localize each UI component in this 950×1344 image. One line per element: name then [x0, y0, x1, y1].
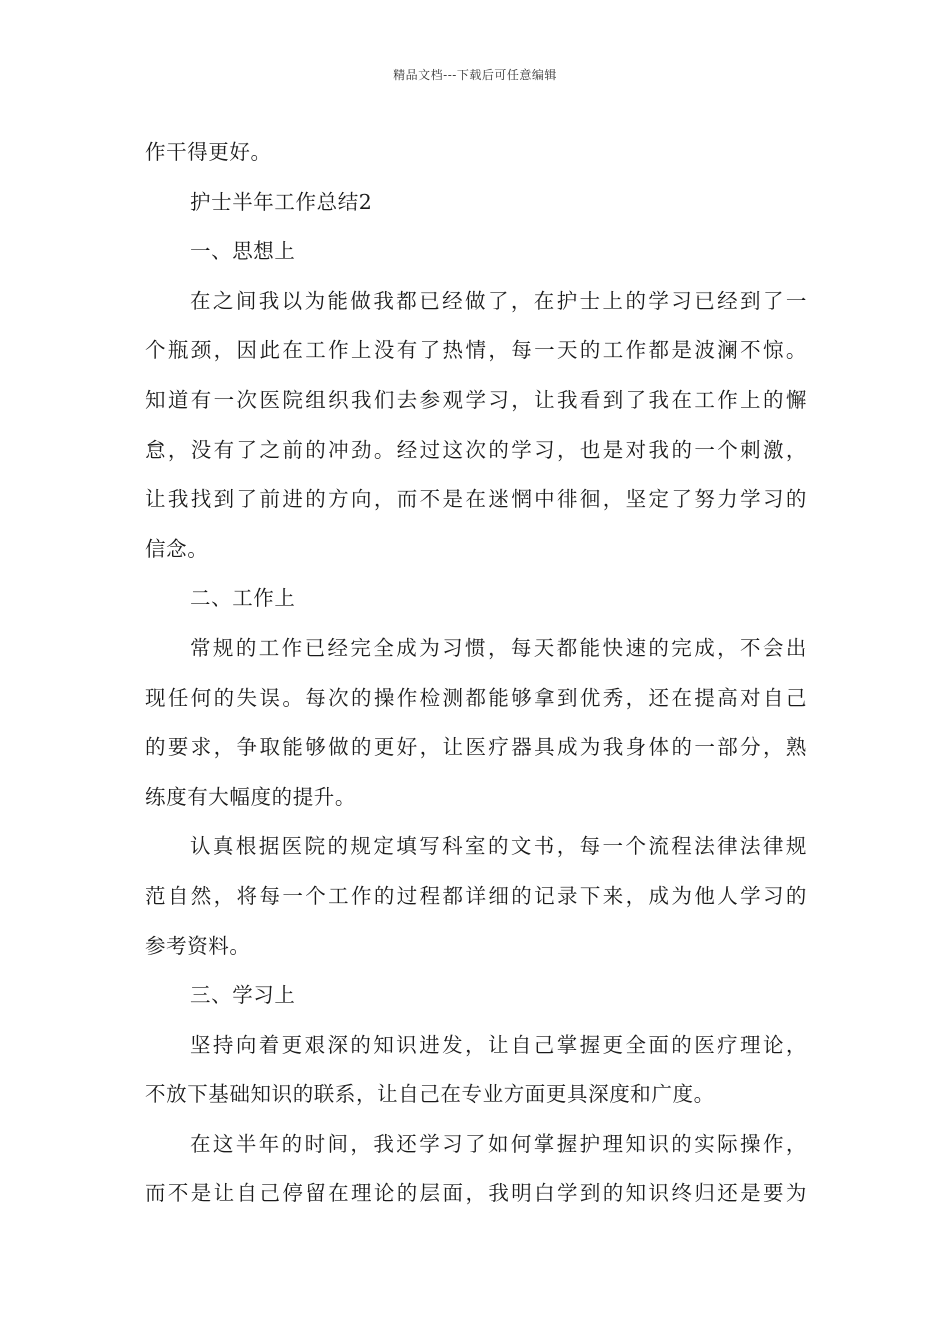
text-line: 的要求，争取能够做的更好，让医疗器具成为我身体的一部分，熟: [145, 735, 807, 760]
text-line: 现任何的失误。每次的操作检测都能够拿到优秀，还在提高对自己: [145, 685, 807, 710]
text-line: 范自然，将每一个工作的过程都详细的记录下来，成为他人学习的: [145, 883, 807, 908]
section-heading: 一、思想上: [190, 239, 296, 264]
text-line: 常规的工作已经完全成为习惯，每天都能快速的完成，不会出: [190, 635, 807, 660]
text-line: 让我找到了前进的方向，而不是在迷惘中徘徊，坚定了努力学习的: [145, 487, 807, 512]
section-heading: 二、工作上: [190, 586, 296, 611]
text-line: 不放下基础知识的联系，让自己在专业方面更具深度和广度。: [145, 1082, 715, 1107]
section-heading: 三、学习上: [190, 983, 296, 1008]
text-line: 而不是让自己停留在理论的层面，我明白学到的知识终归还是要为: [145, 1181, 807, 1206]
text-line: 参考资料。: [145, 933, 251, 958]
page-header: 精品文档---下载后可任意编辑: [393, 68, 557, 82]
text-line: 认真根据医院的规定填写科室的文书，每一个流程法律法律规: [190, 834, 807, 859]
text-line: 知道有一次医院组织我们去参观学习，让我看到了我在工作上的懈: [145, 387, 807, 412]
text-line: 练度有大幅度的提升。: [145, 784, 356, 809]
text-line: 怠，没有了之前的冲劲。经过这次的学习，也是对我的一个刺激，: [145, 437, 807, 462]
text-line: 个瓶颈，因此在工作上没有了热情，每一天的工作都是波澜不惊。: [145, 338, 807, 363]
text-line: 在这半年的时间，我还学习了如何掌握护理知识的实际操作，: [190, 1131, 807, 1156]
text-line: 在之间我以为能做我都已经做了，在护士上的学习已经到了一: [190, 288, 807, 313]
text-line: 信念。: [145, 536, 209, 561]
text-line: 坚持向着更艰深的知识进发，让自己掌握更全面的医疗理论，: [190, 1032, 807, 1057]
document-body: [145, 128, 807, 1219]
section-title: 护士半年工作总结2: [190, 189, 373, 214]
text-line: 作干得更好。: [145, 140, 272, 164]
